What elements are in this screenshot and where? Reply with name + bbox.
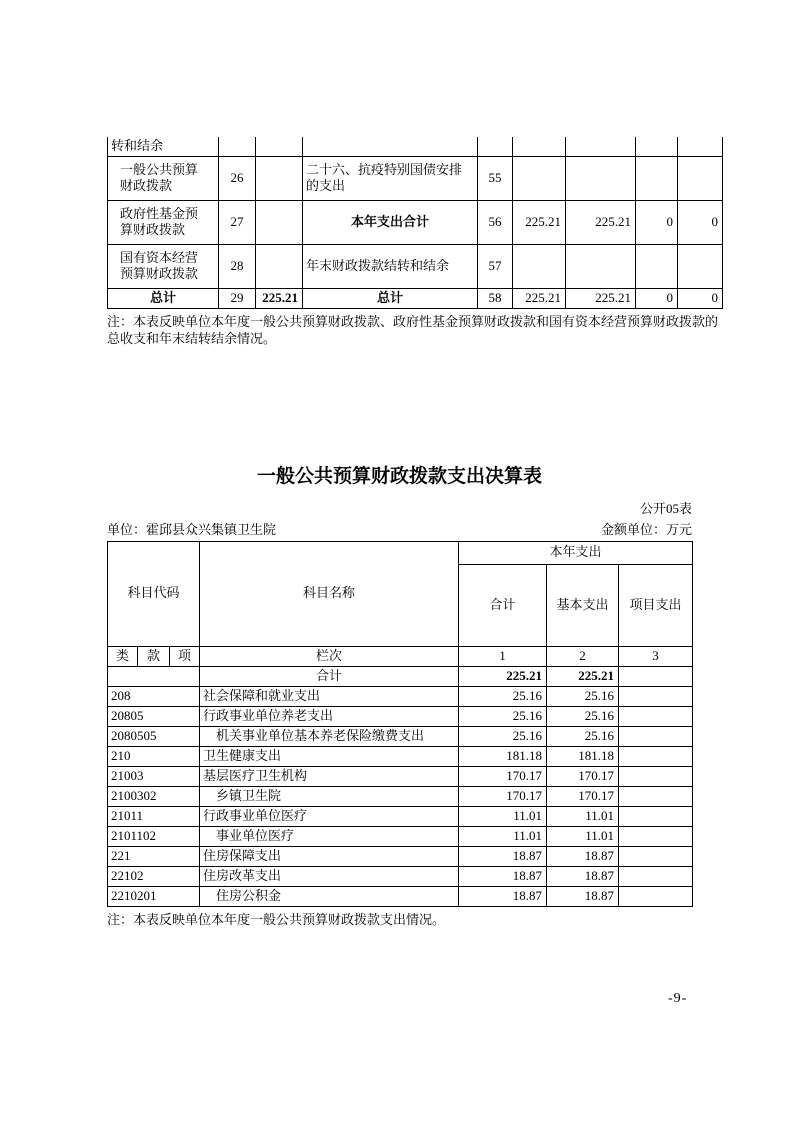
subject-code-header: 科目代码 [108,541,200,646]
total-expense-cell: 18.87 [459,886,547,906]
amount-unit-label: 金额单位：万元 [600,521,692,537]
grand-total-amount: 225.21 [459,666,547,686]
left-amount-cell [256,244,303,288]
summary-row [108,244,723,288]
total-header: 合计 [459,564,547,646]
subject-name-cell: 事业单位医疗 [200,826,459,846]
expense-table-title: 一般公共预算财政拨款支出决算表 [256,465,542,487]
expense-row [108,706,693,726]
subject-name-header: 科目名称 [200,541,459,646]
right-line-number-cell: 57 [478,244,513,288]
subject-code-cell: 20805 [108,706,200,726]
total-expense-cell: 170.17 [459,766,547,786]
amount-cell [636,244,678,288]
empty-cell [566,137,636,156]
subject-name-cell: 行政事业单位医疗 [200,806,459,826]
empty-cell [636,137,678,156]
amount-cell [636,156,678,200]
amount-cell [513,156,566,200]
column-label-cell: 栏次 [200,646,459,666]
basic-expense-cell: 25.16 [547,726,619,746]
amount-cell: 225.21 [566,288,636,308]
expense-row [108,746,693,766]
budget-expense-table [107,541,693,907]
subject-code-cell: 2100302 [108,786,200,806]
column-number-1: 1 [459,646,547,666]
subject-code-cell: 208 [108,686,200,706]
empty-code-cell [108,666,200,686]
subject-code-cell: 2210201 [108,886,200,906]
amount-cell [566,156,636,200]
project-expense-cell [619,866,693,886]
left-line-number-cell: 27 [219,200,256,244]
project-expense-cell [619,766,693,786]
expense-row [108,826,693,846]
total-expense-cell: 170.17 [459,786,547,806]
left-line-number-cell: 29 [219,288,256,308]
basic-expense-cell: 25.16 [547,706,619,726]
subject-name-cell: 机关事业单位基本养老保险缴费支出 [200,726,459,746]
right-line-number-cell: 58 [478,288,513,308]
summary-row [108,156,723,200]
project-expense-cell [619,806,693,826]
class-header: 类 [108,646,138,666]
basic-expense-cell: 18.87 [547,846,619,866]
subject-code-cell: 21011 [108,806,200,826]
project-expense-cell [619,886,693,906]
expense-row [108,866,693,886]
item-header: 项 [170,646,200,666]
project-expense-cell [619,786,693,806]
amount-cell [678,156,723,200]
left-item-name-cell: 总计 [108,288,219,308]
amount-cell: 0 [678,288,723,308]
total-expense-cell: 25.16 [459,726,547,746]
unit-info-row [107,519,692,538]
basic-expense-header: 基本支出 [547,564,619,646]
empty-cell [256,137,303,156]
basic-expense-cell: 18.87 [547,886,619,906]
project-expense-header: 项目支出 [619,564,693,646]
section-header: 款 [138,646,170,666]
expense-row [108,806,693,826]
left-line-number-cell: 28 [219,244,256,288]
amount-cell: 225.21 [566,200,636,244]
carryover-partial-text: 转和结余 [108,137,219,156]
left-amount-cell: 225.21 [256,288,303,308]
left-item-name-cell: 政府性基金预算财政拨款 [108,200,219,244]
total-expense-cell: 25.16 [459,686,547,706]
grand-total-row [108,666,693,686]
subject-code-cell: 22102 [108,866,200,886]
grand-total-label: 合计 [200,666,459,686]
left-item-name-cell: 国有资本经营预算财政拨款 [108,244,219,288]
basic-expense-cell: 170.17 [547,766,619,786]
left-item-name-cell: 一般公共预算财政拨款 [108,156,219,200]
subject-name-cell: 行政事业单位养老支出 [200,706,459,726]
subject-name-cell: 住房改革支出 [200,866,459,886]
total-expense-cell: 11.01 [459,806,547,826]
amount-cell: 225.21 [513,200,566,244]
expense-row [108,766,693,786]
project-expense-cell [619,726,693,746]
project-expense-cell [619,826,693,846]
page-number: -9- [668,991,688,1006]
subject-name-cell: 卫生健康支出 [200,746,459,766]
total-expense-cell: 25.16 [459,706,547,726]
expense-row [108,886,693,906]
right-item-name-cell: 本年支出合计 [303,200,478,244]
subject-name-cell: 社会保障和就业支出 [200,686,459,706]
total-expense-cell: 18.87 [459,846,547,866]
empty-cell [678,137,723,156]
amount-cell [566,244,636,288]
amount-cell: 0 [678,200,723,244]
empty-cell [513,137,566,156]
subject-name-cell: 住房保障支出 [200,846,459,866]
basic-expense-cell: 18.87 [547,866,619,886]
subject-name-cell: 乡镇卫生院 [200,786,459,806]
left-amount-cell [256,200,303,244]
total-expense-cell: 18.87 [459,866,547,886]
expense-row [108,846,693,866]
year-expense-header: 本年支出 [459,541,693,564]
column-number-2: 2 [547,646,619,666]
subject-code-cell: 210 [108,746,200,766]
expense-table-note: 注：本表反映单位本年度一般公共预算财政拨款支出情况。 [107,911,446,927]
total-expense-cell: 11.01 [459,826,547,846]
grand-total-basic-amount: 225.21 [547,666,619,686]
amount-cell: 0 [636,288,678,308]
expense-row [108,726,693,746]
subject-name-cell: 基层医疗卫生机构 [200,766,459,786]
basic-expense-cell: 11.01 [547,806,619,826]
grand-total-project-amount [619,666,693,686]
project-expense-cell [619,846,693,866]
left-line-number-cell: 26 [219,156,256,200]
total-expense-cell: 181.18 [459,746,547,766]
subject-code-cell: 2101102 [108,826,200,846]
header-row-1 [108,541,693,564]
right-item-name-cell: 年末财政拨款结转和结余 [303,244,478,288]
subject-code-cell: 221 [108,846,200,866]
amount-cell: 0 [636,200,678,244]
basic-expense-cell: 25.16 [547,686,619,706]
summary-row [108,288,723,308]
project-expense-cell [619,686,693,706]
subject-name-cell: 住房公积金 [200,886,459,906]
basic-expense-cell: 170.17 [547,786,619,806]
empty-cell [303,137,478,156]
basic-expense-cell: 181.18 [547,746,619,766]
empty-cell [478,137,513,156]
expense-row [108,686,693,706]
right-item-name-cell: 总计 [303,288,478,308]
column-index-row [108,646,693,666]
right-line-number-cell: 55 [478,156,513,200]
fiscal-summary-note: 注：本表反映单位本年度一般公共预算财政拨款、政府性基金预算财政拨款和国有资本经营预算财政拨款的总收支和年末结转结余情况。 [107,313,719,346]
right-item-name-cell: 二十六、抗疫特别国债安排的支出 [303,156,478,200]
amount-cell: 225.21 [513,288,566,308]
subject-code-cell: 21003 [108,766,200,786]
empty-cell [219,137,256,156]
left-amount-cell [256,156,303,200]
amount-cell [513,244,566,288]
summary-partial-row [108,137,723,156]
column-number-3: 3 [619,646,693,666]
basic-expense-cell: 11.01 [547,826,619,846]
summary-row [108,200,723,244]
subject-code-cell: 2080505 [108,726,200,746]
public-table-number-label: 公开05表 [639,500,692,516]
right-line-number-cell: 56 [478,200,513,244]
unit-name-label: 单位：霍邱县众兴集镇卫生院 [107,521,277,537]
fiscal-allocation-summary-table [107,137,723,309]
expense-row [108,786,693,806]
project-expense-cell [619,746,693,766]
amount-cell [678,244,723,288]
project-expense-cell [619,706,693,726]
